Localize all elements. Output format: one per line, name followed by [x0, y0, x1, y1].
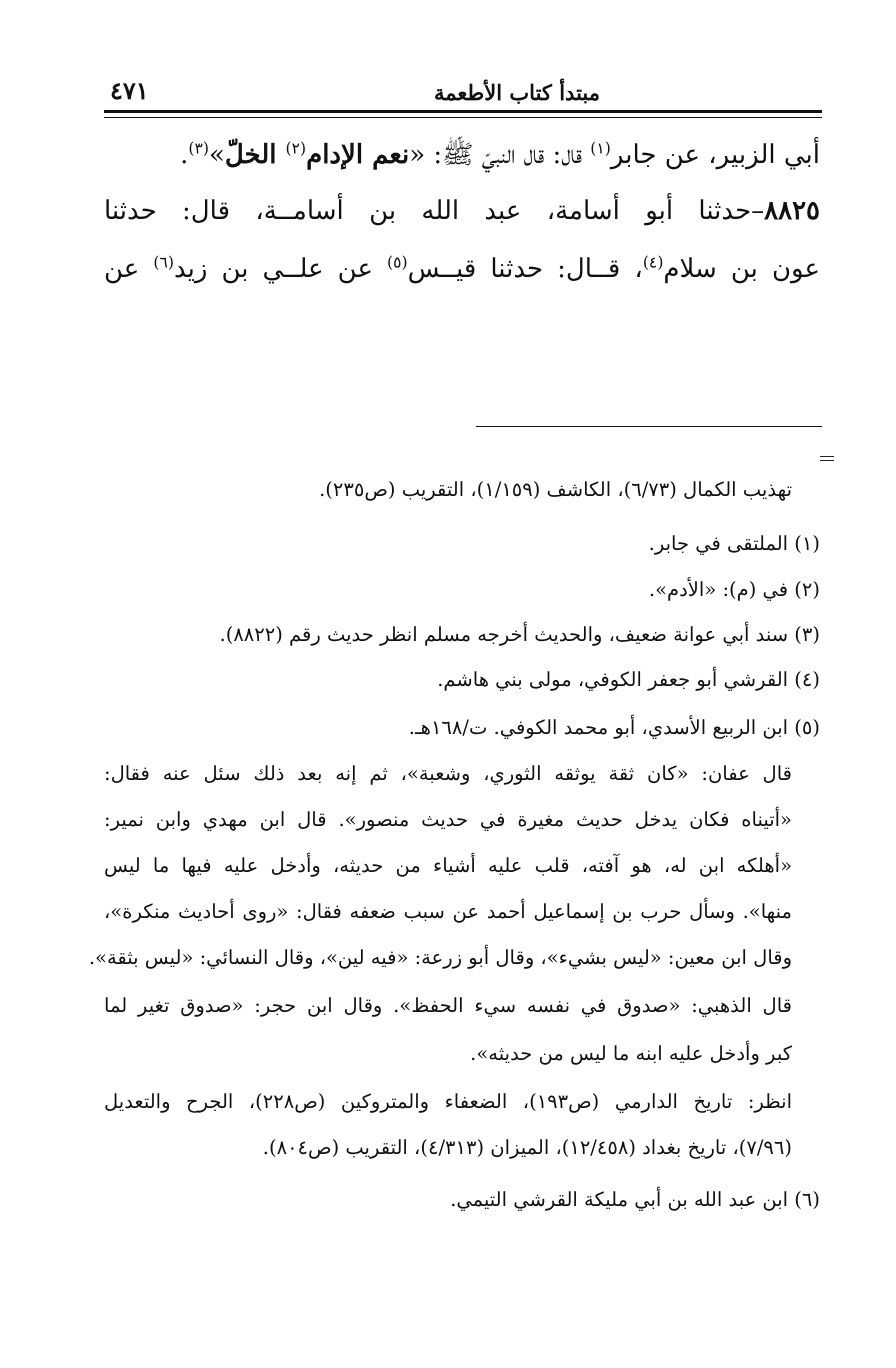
header-rule-thin — [104, 117, 822, 118]
footnote-5-line: قال عفان: «كان ثقة يوثقه الثوري، وشعبة»، ثم إنه بعد ذلك سئل عنه فقال: — [104, 762, 792, 785]
footnote-5-line: انظر: تاريخ الدارمي (ص١٩٣)، الضعفاء والمتروكين (ص٢٢٨)، الجرح والتعديل — [104, 1090, 793, 1113]
footnote-marker-4: (٤) — [642, 253, 664, 272]
footnote-5-line: وقال ابن معين: «ليس بشيء»، وقال أبو زرعة: «فيه لين»، وقال النسائي: «ليس بثقة». — [88, 946, 792, 969]
footnote-5-line: «أتيناه فكان يدخل حديث مغيرة في حديث منصور». قال ابن مهدي وابن نمير: — [104, 808, 792, 831]
footnote-5-line: منها». وسأل حرب بن إسماعيل أحمد عن سبب ضعفه فقال: «روى أحاديث منكرة»، — [104, 900, 792, 923]
footnote-5-line: كبر وأدخل عليه ابنه ما ليس من حديثه». — [470, 1042, 792, 1065]
footnote-marker-5: (٥) — [387, 253, 408, 272]
footnote-marker-3: (٣) — [188, 139, 209, 158]
footnote-marker-1: (١) — [590, 139, 611, 158]
body-line-2: ٨٨٢٥–حدثنا أبو أسامة، عبد الله بن أسامــة، قال: حدثنا — [104, 196, 820, 226]
body-line-1: أبي الزبير، عن جابر$^{(١)}$ قال: قال النبيّ ﷺ: «نعم الإدام$^{(٢)}$ الخلّ»$^{(٣)}$. — [180, 139, 820, 170]
footnote-carryover: تهذيب الكمال (٦/٧٣)، الكاشف (١/١٥٩)، التقريب (ص٢٣٥). — [319, 478, 792, 501]
footnote-marker-6: (٦) — [153, 253, 174, 272]
continuation-mark — [820, 456, 834, 461]
footnote-5-line: (٧/٩٦)، تاريخ بغداد (١٢/٤٥٨)، الميزان (٤/٣١٣)، التقريب (ص٨٠٤). — [262, 1136, 792, 1159]
page-number: ٤٧١ — [110, 76, 149, 105]
body-line-3: عون بن سلام$^{(٤)}$، قــال: حدثنا قيــس$^{(٥)}$ عن علــي بن زيد$^{(٦)}$ عن — [104, 253, 821, 284]
footnote-2: (٢) في (م): «الأدم». — [648, 578, 820, 601]
page-header — [104, 74, 822, 110]
footnote-1: (١) الملتقى في جابر. — [648, 532, 820, 555]
footnote-4: (٤) القرشي أبو جعفر الكوفي، مولى بني هاشم. — [437, 668, 820, 691]
footnote-5-line: قال الذهبي: «صدوق في نفسه سيء الحفظ». وقال ابن حجر: «صدوق تغير لما — [104, 994, 792, 1017]
footnote-6: (٦) ابن عبد الله بن أبي مليكة القرشي التيمي. — [450, 1188, 820, 1211]
running-title: مبتدأ كتاب الأطعمة — [434, 80, 600, 105]
footnote-separator — [476, 426, 822, 427]
hadith-number: ٨٨٢٥ — [764, 196, 820, 226]
footnote-5-line: «أهلكه ابن له، هو آفته، قلب عليه أشياء من حديثه، وأدخل عليه فيها ما ليس — [104, 854, 792, 877]
footnote-marker-2: (٢) — [285, 139, 307, 158]
footnote-5: (٥) ابن الربيع الأسدي، أبو محمد الكوفي. ت/١٦٨هـ. — [408, 716, 820, 739]
header-rule-thick — [104, 110, 822, 113]
footnote-3: (٣) سند أبي عوانة ضعيف، والحديث أخرجه مسلم انظر حديث رقم (٨٨٢٢). — [219, 623, 820, 646]
hadith-text: نعم الإدام — [306, 140, 410, 170]
